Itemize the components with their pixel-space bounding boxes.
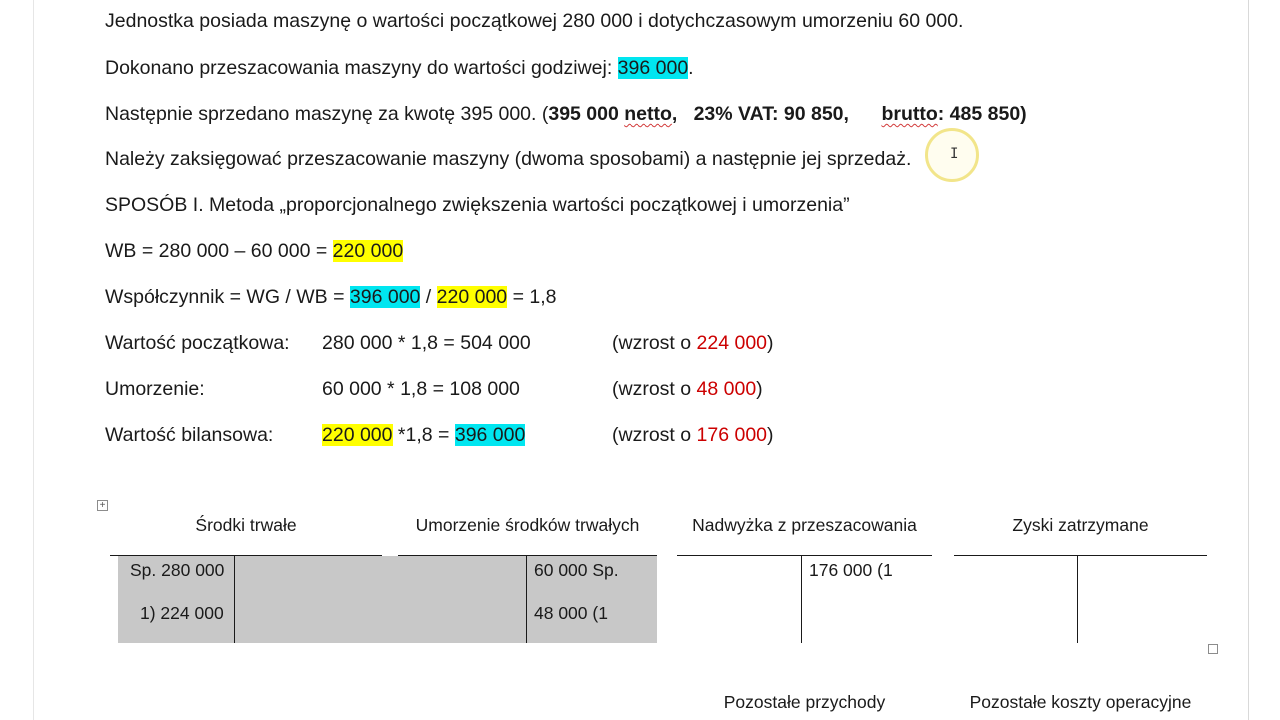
line3-gross-value: : 485 850) <box>937 103 1027 125</box>
account-title-other-income: Pozostałe przychody <box>723 692 886 712</box>
account-title-revaluation-surplus: Nadwyżka z przeszacowania <box>692 515 917 535</box>
depreciation-increase <box>612 376 763 402</box>
increase-prefix: (wzrost o <box>612 378 697 400</box>
resize-handle-icon[interactable] <box>1208 644 1218 654</box>
account-divider <box>801 556 802 643</box>
account-divider <box>1077 556 1078 643</box>
initial-value-increase <box>612 330 774 356</box>
line3-net-word: netto <box>624 103 672 125</box>
initial-value-label: Wartość początkowa: <box>105 332 290 354</box>
problem-line-3 <box>105 101 1027 127</box>
line3-net-value: 395 000 <box>548 103 625 125</box>
account-rule <box>954 555 1207 556</box>
account-rule <box>677 555 932 556</box>
balance-wg-highlight: 396 000 <box>454 424 526 446</box>
page-right-edge <box>1248 0 1249 720</box>
account-title-other-expenses: Pozostałe koszty operacyjne <box>969 692 1192 712</box>
increase-prefix: (wzrost o <box>612 332 697 354</box>
depreciation-calc: 60 000 * 1,8 = 108 000 <box>322 378 520 400</box>
move-handle-icon[interactable]: + <box>97 500 108 511</box>
increase-suffix: ) <box>767 424 774 446</box>
increase-suffix: ) <box>767 332 774 354</box>
increase-prefix: (wzrost o <box>612 424 697 446</box>
balance-mult: *1,8 = <box>392 424 455 446</box>
text-cursor-icon: I <box>950 146 959 162</box>
increase-value: 176 000 <box>696 424 768 446</box>
account-entry: 1) 224 000 <box>140 603 224 623</box>
wb-formula <box>105 238 403 264</box>
increase-value: 48 000 <box>696 378 757 400</box>
account-entry: 176 000 (1 <box>809 560 893 580</box>
account-divider <box>234 556 235 643</box>
increase-suffix: ) <box>756 378 763 400</box>
fair-value-highlight: 396 000 <box>617 57 689 79</box>
coef-text: Współczynnik = WG / WB = <box>105 286 350 308</box>
account-divider <box>526 556 527 643</box>
account-entry: Sp. 280 000 <box>130 560 225 580</box>
line3-gross-word: brutto <box>881 103 938 125</box>
line3-vat: , 23% VAT: 90 850, <box>671 103 882 125</box>
increase-value: 224 000 <box>696 332 768 354</box>
line2-text: Dokonano przeszacowania maszyny do wartości godziwej: <box>105 57 618 79</box>
problem-line-4: Należy zaksięgować przeszacowanie maszyny (dwoma sposobami) a następnie jej sprzedaż. <box>105 148 912 170</box>
problem-line-2 <box>105 55 694 81</box>
wb-result-highlight: 220 000 <box>332 240 404 262</box>
balance-value-calc <box>322 422 525 448</box>
line3-text: Następnie sprzedano maszynę za kwotę 395 000. ( <box>105 103 549 125</box>
line2-end: . <box>688 57 694 79</box>
wb-text: WB = 280 000 – 60 000 = <box>105 240 333 262</box>
method-heading: SPOSÓB I. Metoda „proporcjonalnego zwiększenia wartości początkowej i umorzenia” <box>105 194 850 216</box>
balance-value-increase <box>612 422 774 448</box>
coef-slash: / <box>420 286 437 308</box>
problem-line-1: Jednostka posiada maszynę o wartości początkowej 280 000 i dotychczasowym umorzeniu 60 000. <box>105 10 964 32</box>
initial-value-calc: 280 000 * 1,8 = 504 000 <box>322 332 531 354</box>
coef-wg-highlight: 396 000 <box>349 286 421 308</box>
account-title-retained-earnings: Zyski zatrzymane <box>1012 515 1149 535</box>
account-entry: 48 000 (1 <box>534 603 608 623</box>
account-entry: 60 000 Sp. <box>534 560 619 580</box>
coef-result: = 1,8 <box>507 286 557 308</box>
coef-wb-highlight: 220 000 <box>436 286 508 308</box>
page-left-edge <box>33 0 34 720</box>
depreciation-label: Umorzenie: <box>105 378 205 400</box>
balance-value-label: Wartość bilansowa: <box>105 424 274 446</box>
coefficient-formula <box>105 284 557 310</box>
account-title-depreciation: Umorzenie środków trwałych <box>415 515 640 535</box>
account-title-fixed-assets: Środki trwałe <box>195 515 297 535</box>
balance-wb-highlight: 220 000 <box>322 424 393 446</box>
